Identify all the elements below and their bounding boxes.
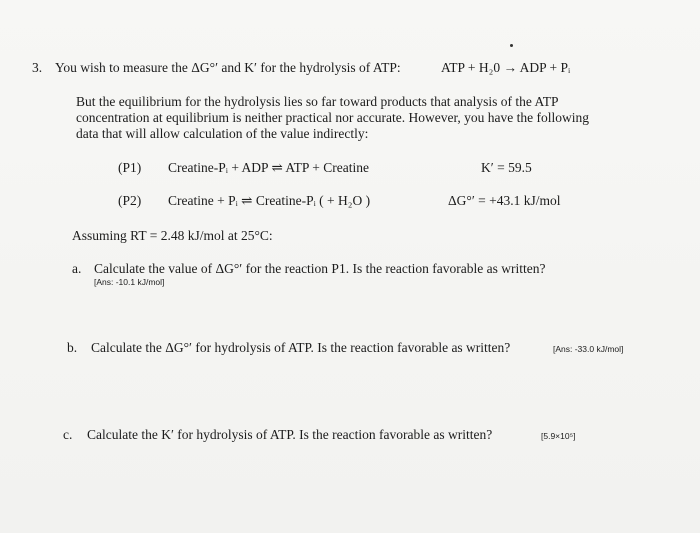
part-b-answer: [Ans: -33.0 kJ/mol]	[553, 344, 624, 354]
part-c-text: Calculate the K′ for hydrolysis of ATP. Is the reaction favorable as written?	[87, 427, 493, 442]
part-a-text: Calculate the value of ΔG°′ for the reaction P1. Is the reaction favorable as written?	[94, 261, 546, 276]
reaction-p1-equation: Creatine-Pᵢ + ADP ⇌ ATP + Creatine	[168, 160, 369, 175]
part-b-text: Calculate the ΔG°′ for hydrolysis of ATP. Is the reaction favorable as written?	[91, 340, 511, 355]
part-a-answer: [Ans: -10.1 kJ/mol]	[94, 277, 165, 287]
reaction-p1-label: (P1)	[118, 160, 142, 175]
paragraph-line-1: But the equilibrium for the hydrolysis lies so far toward products that analysis of the ATP	[76, 94, 559, 109]
speck	[510, 44, 513, 47]
paragraph-line-3: data that will allow calculation of the value indirectly:	[76, 126, 369, 141]
question-intro: You wish to measure the ΔG°′ and K′ for the hydrolysis of ATP:	[55, 60, 401, 75]
reaction-p1-value: K′ = 59.5	[481, 160, 532, 175]
part-b-letter: b.	[67, 340, 78, 355]
reaction-p2-label: (P2)	[118, 193, 142, 208]
paragraph-line-2: concentration at equilibrium is neither practical nor accurate. However, you have the following	[76, 110, 590, 125]
reaction-p2-value: ΔG°′ = +43.1 kJ/mol	[448, 193, 561, 208]
question-equation: ATP + H₂0 → ADP + Pᵢ	[441, 60, 571, 75]
part-c-letter: c.	[63, 427, 73, 442]
part-c-answer: [5.9×10⁵]	[541, 431, 576, 441]
assumption: Assuming RT = 2.48 kJ/mol at 25°C:	[72, 228, 273, 243]
part-a-letter: a.	[72, 261, 82, 276]
question-number: 3.	[32, 60, 43, 75]
reaction-p2-equation: Creatine + Pᵢ ⇌ Creatine-Pᵢ ( + H₂O )	[168, 193, 371, 208]
